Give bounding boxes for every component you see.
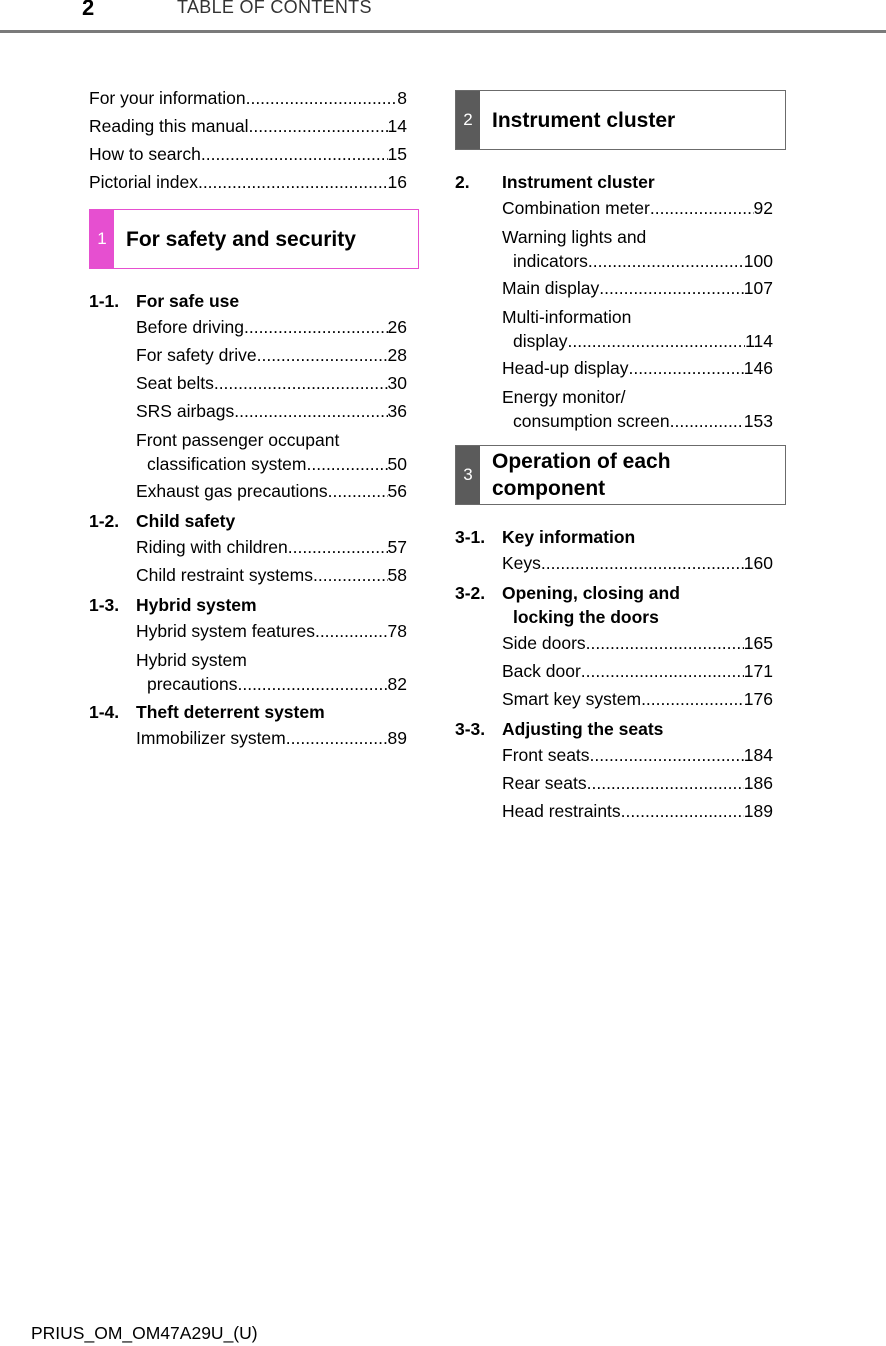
entry-title-line1: Front passenger occupant — [136, 430, 340, 450]
dot-leader — [599, 274, 744, 302]
dot-leader — [307, 452, 388, 476]
entry-title: Main display — [502, 278, 600, 298]
entry-page: 171 — [743, 661, 773, 681]
section-entries — [136, 477, 407, 505]
entry-page: 176 — [743, 689, 773, 709]
entry-title-line1: Energy monitor/ — [502, 387, 626, 407]
dot-leader — [198, 168, 388, 196]
section-number: 3-3. — [455, 719, 486, 739]
left-column — [89, 84, 419, 752]
toc-entry[interactable] — [502, 657, 773, 685]
entry-page: 15 — [387, 144, 407, 164]
entry-title-line1: Multi-information — [502, 307, 632, 327]
dot-leader — [234, 397, 387, 425]
entry-page: 26 — [387, 317, 407, 337]
entry-title: Riding with children — [136, 537, 288, 557]
dot-leader — [590, 741, 744, 769]
entry-page: 56 — [387, 481, 407, 501]
toc-entry[interactable] — [502, 385, 773, 433]
section-number: 1-1. — [89, 291, 120, 311]
entry-title: Side doors — [502, 633, 586, 653]
section-number: 1-4. — [89, 702, 120, 722]
toc-entry[interactable] — [89, 112, 407, 140]
dot-leader — [257, 341, 388, 369]
dot-leader — [244, 313, 388, 341]
toc-entry[interactable] — [136, 397, 407, 425]
entry-page: 8 — [397, 88, 407, 108]
entry-page: 160 — [743, 553, 773, 573]
entry-title-line1: Hybrid system — [136, 650, 247, 670]
toc-entry[interactable] — [502, 629, 773, 657]
entry-title: Reading this manual — [89, 116, 249, 136]
entry-title: Head restraints — [502, 801, 621, 821]
toc-entry[interactable] — [136, 369, 407, 397]
dot-leader — [587, 769, 744, 797]
entry-page: 186 — [743, 773, 773, 793]
toc-entry[interactable] — [502, 305, 773, 353]
entry-title: Before driving — [136, 317, 244, 337]
section-heading[interactable] — [89, 700, 419, 724]
toc-entry[interactable] — [89, 140, 407, 168]
entry-title-line2: classification system — [147, 454, 307, 474]
dot-leader — [650, 194, 754, 222]
dot-leader — [237, 672, 387, 696]
section-entries — [502, 354, 773, 382]
page-header — [0, 0, 886, 34]
dot-leader — [567, 329, 745, 353]
section-title: Theft deterrent system — [136, 702, 325, 722]
toc-entry[interactable] — [136, 477, 407, 505]
entry-title: Seat belts — [136, 373, 214, 393]
toc-entry[interactable] — [502, 274, 773, 302]
entry-title: Head-up display — [502, 358, 629, 378]
toc-entry[interactable] — [136, 313, 407, 341]
entry-title: Exhaust gas precautions — [136, 481, 328, 501]
toc-entry[interactable] — [136, 561, 407, 589]
section-title-line1: Opening, closing and — [502, 583, 680, 603]
section-entries — [136, 617, 407, 645]
section-heading[interactable] — [89, 593, 419, 617]
entry-page: 58 — [387, 565, 407, 585]
entry-page: 36 — [387, 401, 407, 421]
section-number: 3-1. — [455, 527, 486, 547]
entry-page: 92 — [753, 198, 773, 218]
section-number: 3-2. — [455, 583, 486, 603]
section-number: 1-2. — [89, 511, 120, 531]
entry-title: Smart key system — [502, 689, 642, 709]
toc-entry[interactable] — [136, 724, 407, 752]
toc-entry[interactable] — [502, 685, 773, 713]
section-heading[interactable] — [455, 170, 786, 194]
entry-page: 78 — [387, 621, 407, 641]
entry-title-line1: Warning lights and — [502, 227, 647, 247]
section-entries — [502, 741, 773, 825]
dot-leader — [313, 561, 388, 589]
dot-leader — [541, 549, 744, 577]
toc-entry[interactable] — [502, 769, 773, 797]
section-title: For safe use — [136, 291, 240, 311]
entry-page: 165 — [743, 633, 773, 653]
chapter-title: Instrument cluster — [492, 108, 676, 132]
section-entries — [502, 549, 773, 577]
entry-title: Back door — [502, 661, 581, 681]
entry-page: 82 — [387, 674, 407, 694]
entry-page: 153 — [743, 411, 773, 431]
section-title: Adjusting the seats — [502, 719, 664, 739]
entry-page: 100 — [743, 251, 773, 271]
chapter-title-line1: Operation of each — [492, 450, 671, 473]
entry-page: 184 — [743, 745, 773, 765]
chapter-heading-1[interactable] — [89, 209, 419, 269]
entry-title: Front seats — [502, 745, 590, 765]
right-column — [455, 90, 786, 825]
section-title: Hybrid system — [136, 595, 257, 615]
section-number: 2. — [455, 172, 470, 192]
chapter-tab: 1 — [90, 210, 114, 268]
entry-title: SRS airbags — [136, 401, 235, 421]
section-entries — [502, 274, 773, 302]
section-heading[interactable] — [89, 509, 419, 533]
section-title: Child safety — [136, 511, 236, 531]
toc-entry[interactable] — [502, 549, 773, 577]
entry-page: 28 — [387, 345, 407, 365]
page-number: 2 — [82, 0, 95, 20]
entry-page: 30 — [387, 373, 407, 393]
toc-entry[interactable] — [502, 741, 773, 769]
dot-leader — [328, 477, 388, 505]
dot-leader — [641, 685, 744, 713]
toc-entry[interactable] — [136, 617, 407, 645]
toc-entry[interactable] — [136, 341, 407, 369]
section-entries — [502, 194, 773, 222]
entry-page: 146 — [743, 358, 773, 378]
section-heading[interactable] — [455, 581, 786, 629]
entry-page: 107 — [743, 278, 773, 298]
dot-leader — [286, 724, 388, 752]
entry-title: Immobilizer system — [136, 728, 286, 748]
header-divider — [0, 30, 886, 33]
entry-title: Hybrid system features — [136, 621, 315, 641]
toc-entry[interactable] — [89, 84, 407, 112]
entry-page: 189 — [743, 801, 773, 821]
chapter-tab: 3 — [456, 446, 480, 504]
section-title-line2: locking the doors — [513, 607, 659, 627]
entry-title: Rear seats — [502, 773, 587, 793]
entry-page: 16 — [387, 172, 407, 192]
dot-leader — [201, 140, 388, 168]
chapter-heading-3[interactable] — [455, 445, 786, 505]
section-title: Key information — [502, 527, 636, 547]
section-entries — [136, 313, 407, 425]
dot-leader — [581, 657, 744, 685]
chapter-tab: 2 — [456, 91, 480, 149]
entry-page: 57 — [387, 537, 407, 557]
section-entries — [502, 629, 773, 713]
entry-page: 14 — [387, 116, 407, 136]
dot-leader — [628, 354, 743, 382]
entry-page: 89 — [387, 728, 407, 748]
header-title: TABLE OF CONTENTS — [177, 0, 372, 17]
entry-page: 50 — [387, 454, 407, 474]
dot-leader — [288, 533, 388, 561]
dot-leader — [246, 84, 398, 112]
toc-entry[interactable] — [89, 168, 407, 196]
section-heading[interactable] — [455, 717, 786, 741]
toc-entry[interactable] — [136, 533, 407, 561]
toc-entry[interactable] — [502, 194, 773, 222]
toc-entry[interactable] — [502, 354, 773, 382]
entry-title: Combination meter — [502, 198, 650, 218]
entry-title: Pictorial index — [89, 172, 198, 192]
chapter-title — [480, 448, 671, 502]
entry-page: 114 — [745, 331, 773, 351]
entry-title-line2: display — [513, 331, 568, 351]
dot-leader — [214, 369, 388, 397]
entry-title-line2: indicators — [513, 251, 588, 271]
dot-leader — [621, 797, 744, 825]
dot-leader — [249, 112, 388, 140]
toc-entry[interactable] — [502, 797, 773, 825]
chapter-title: For safety and security — [126, 227, 356, 251]
chapter-heading-2[interactable] — [455, 90, 786, 150]
footer-doc-id: PRIUS_OM_OM47A29U_(U) — [31, 1323, 258, 1343]
toc-entry[interactable] — [136, 428, 407, 476]
section-entries — [136, 533, 407, 589]
section-heading[interactable] — [455, 525, 786, 549]
dot-leader — [586, 629, 744, 657]
toc-entry[interactable] — [502, 225, 773, 273]
dot-leader — [315, 617, 388, 645]
entry-title-line2: consumption screen — [513, 411, 670, 431]
entry-title: For safety drive — [136, 345, 257, 365]
entry-title-line2: precautions — [147, 674, 238, 694]
section-title — [502, 581, 786, 629]
dot-leader — [670, 409, 744, 433]
entry-title: For your information — [89, 88, 246, 108]
entry-title: Child restraint systems — [136, 565, 313, 585]
section-number: 1-3. — [89, 595, 120, 615]
dot-leader — [588, 249, 744, 273]
section-title: Instrument cluster — [502, 172, 655, 192]
section-heading[interactable] — [89, 289, 419, 313]
entry-title: How to search — [89, 144, 201, 164]
entry-title: Keys — [502, 553, 541, 573]
toc-entry[interactable] — [136, 648, 407, 696]
section-entries — [136, 724, 407, 752]
chapter-title-line2: component — [492, 477, 606, 500]
